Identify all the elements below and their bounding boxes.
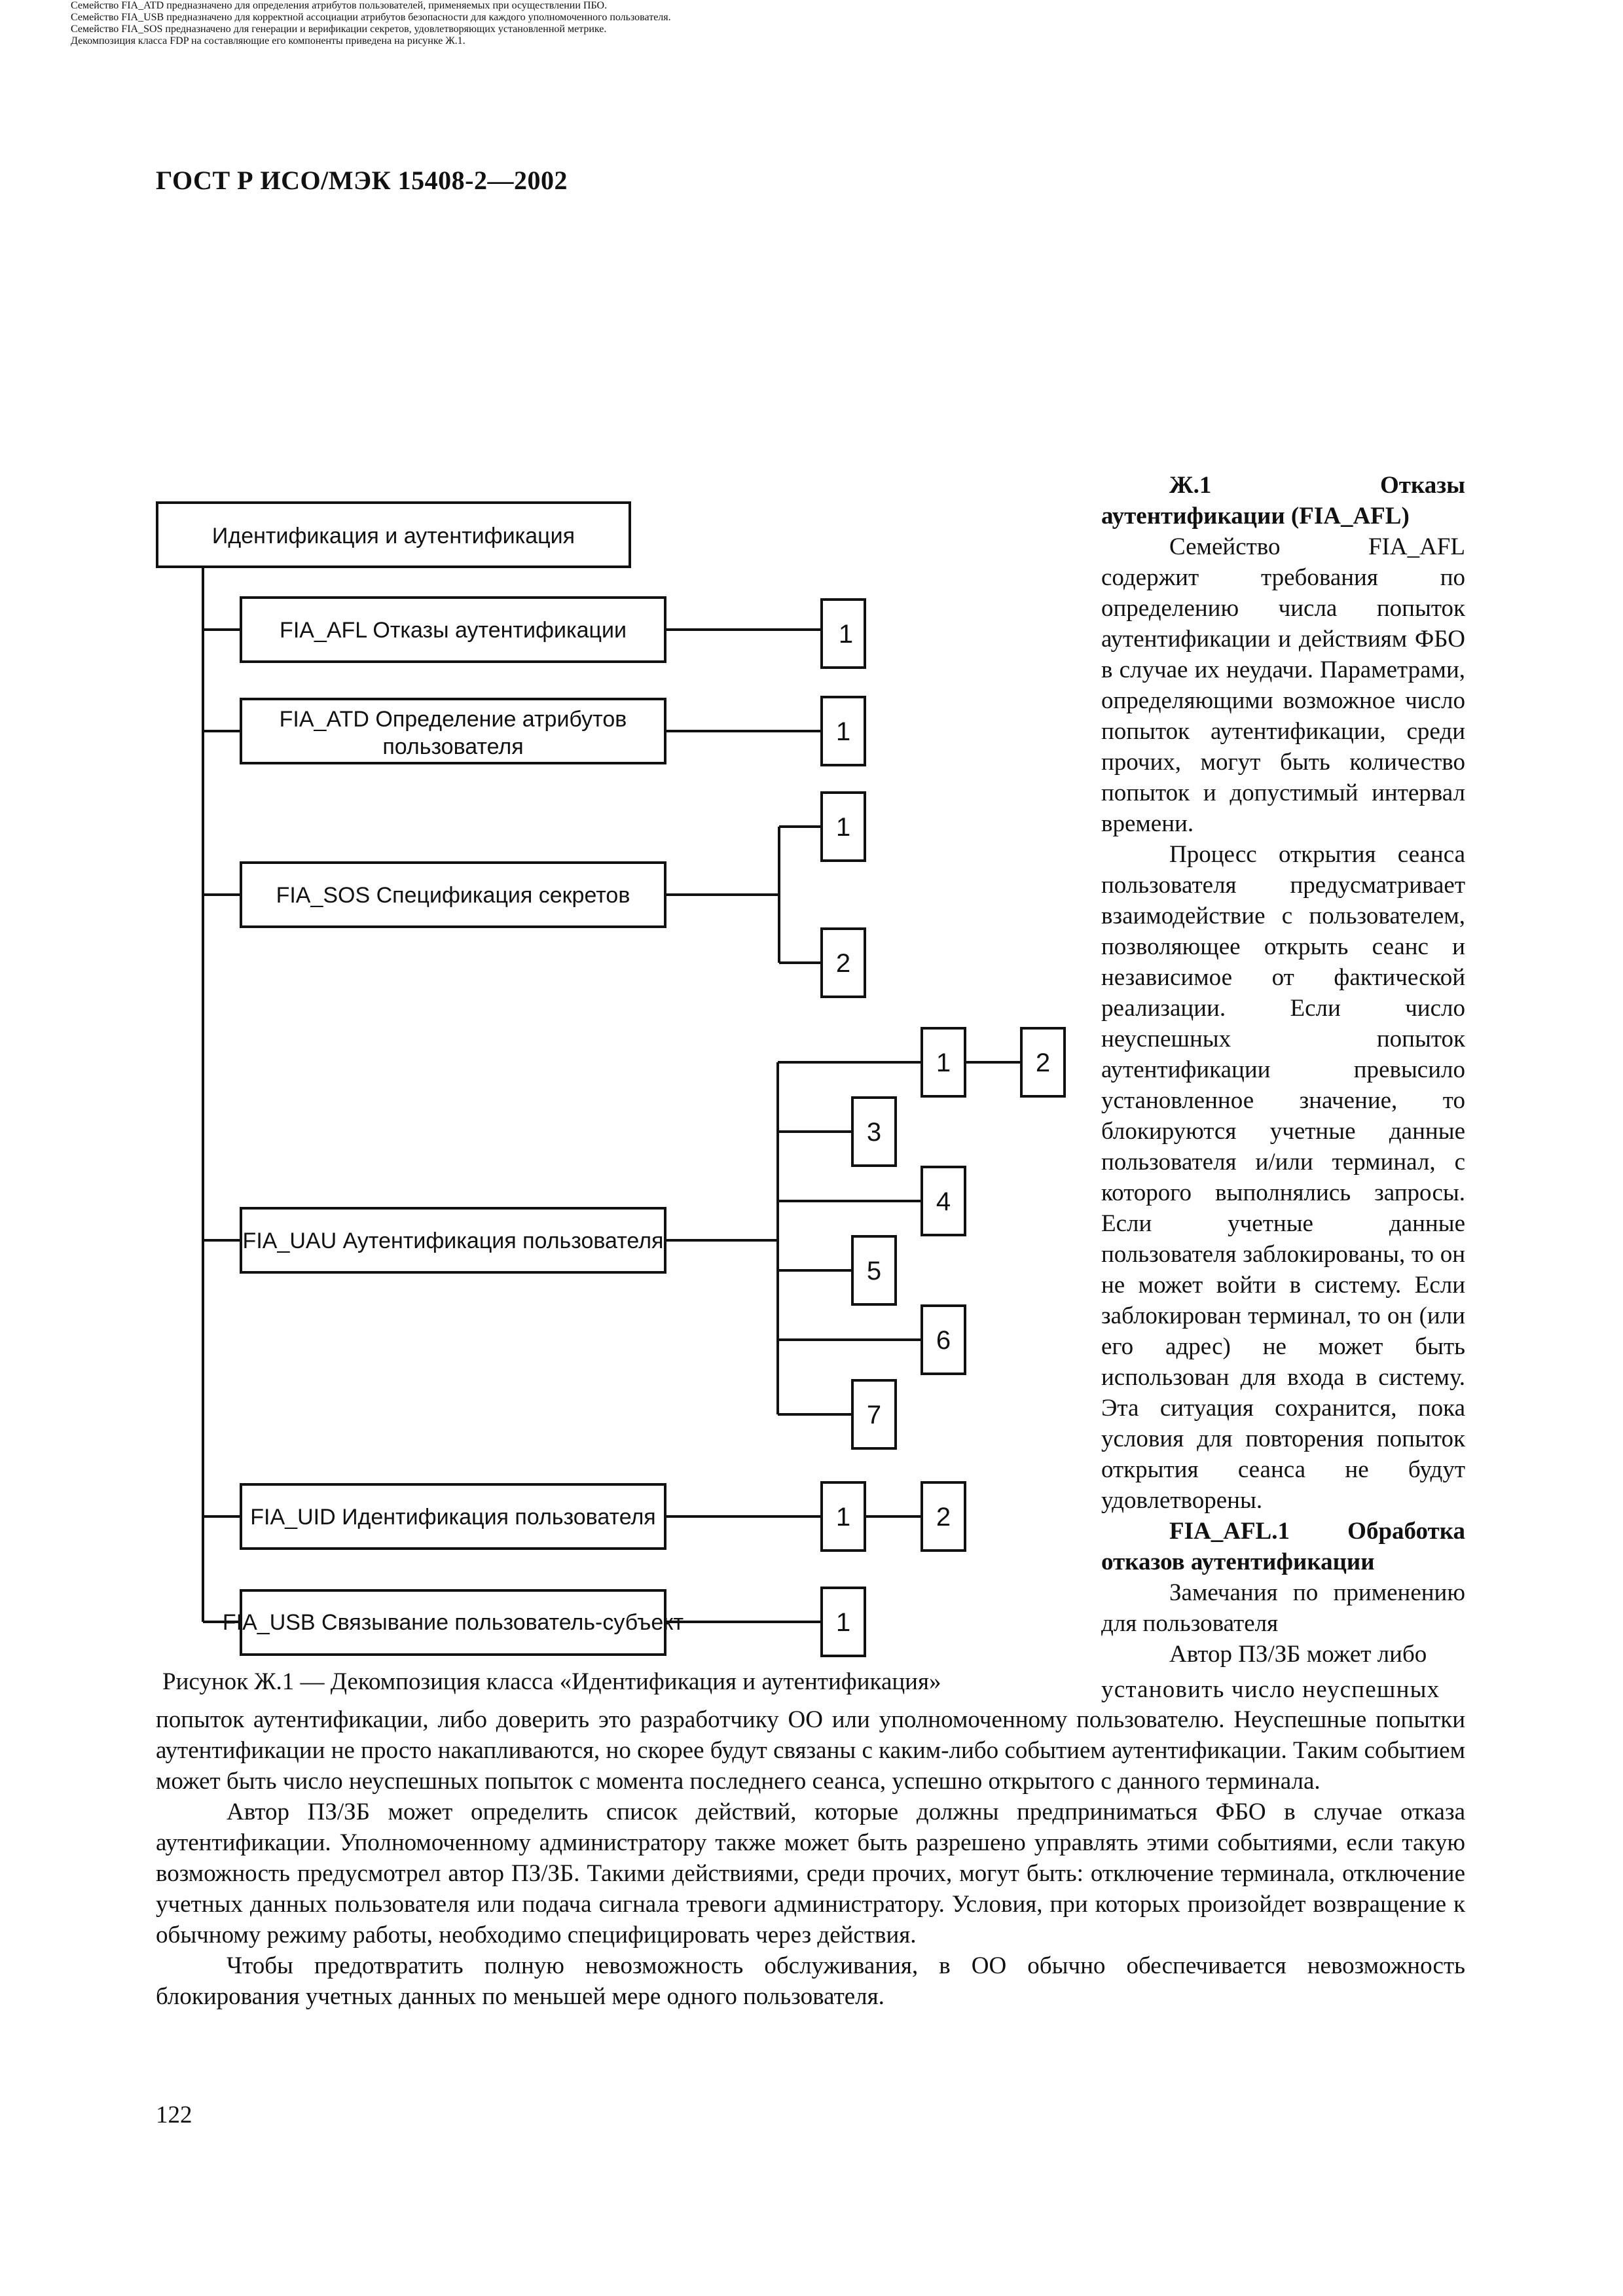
intro-paragraph-sos: Семейство FIA_SOS предназначено для генерации и верификации секретов, удовлетворяющих установленной метрике. <box>71 24 607 35</box>
component-number-uau-5: 5 <box>866 1257 882 1285</box>
section-heading-fia-afl: Ж.1 Отказы аутентификации (FIA_AFL) <box>1101 472 1465 529</box>
component-number-uau-3: 3 <box>866 1118 882 1147</box>
component-number-afl-1: 1 <box>838 620 854 649</box>
component-number-usb-1: 1 <box>835 1608 851 1637</box>
side-paragraph-session: Процесс открытия сеанса пользователя предусматривает взаимодействие с пользователем, позволяющее открыть сеанс и независимое от фактической реализации. Если число неуспешных попыток аутентификации превысило установленное значение, то блокируются учетные данные пользователя и/или терминал, с которого выполнялись запросы. Если учетные данные пользователя заблокированы, то он не может войти в систему. Если заблокирован терминал, то он (или его адрес) не может быть использован для входа в систему. Эта ситуация сохранится, пока условия для повторения попыток открытия сеанса не будут удовлетворены. <box>1101 841 1465 1514</box>
component-number-uid-2: 2 <box>936 1503 951 1532</box>
component-number-uau-6: 6 <box>936 1326 951 1355</box>
family-label-atd-line2: пользователя <box>382 734 524 759</box>
family-label-uau: FIA_UAU Аутентификация пользователя <box>242 1229 664 1253</box>
family-label-usb: FIA_USB Связывание пользователь-субъект <box>222 1610 684 1635</box>
body-paragraph-actions: Автор ПЗ/ЗБ может определить список действий, которые должны предприниматься ФБО в случае отказа аутентификации. Уполномоченному администратору также может быть разрешено управлять этими событиями, если такую возможность предусмотрел автор ПЗ/ЗБ. Такими действиями, среди прочих, могут быть: отключение терминала, отключение учетных данных пользователя или подача сигнала тревоги администратору. Условия, при которых произойдет возвращение к обычному режиму работы, необходимо специфицировать через действия. <box>156 1799 1465 1948</box>
side-column <box>1101 470 1465 1670</box>
side-paragraph-continuation: установить число неуспешных <box>1101 1676 1440 1703</box>
side-paragraph-author: Автор ПЗ/ЗБ может либо <box>1169 1641 1427 1668</box>
body-paragraph-attempts: попыток аутентификации, либо доверить это разработчику ОО или уполномоченному пользователю. Неуспешные попытки аутентификации не просто накапливаются, но скорее будут связаны с каким-либо событием аутентификации. Таким событием может быть число неуспешных попыток с момента последнего сеанса, успешно открытого с данного терминала. <box>156 1706 1465 1795</box>
component-number-uau-4: 4 <box>936 1187 951 1216</box>
figure-caption: Рисунок Ж.1 — Декомпозиция класса «Идентификация и аутентификация» <box>162 1668 941 1695</box>
component-number-uau-2: 2 <box>1035 1049 1051 1077</box>
component-number-uau-1: 1 <box>936 1049 951 1077</box>
component-number-atd-1: 1 <box>835 717 851 746</box>
component-heading-afl1: FIA_AFL.1 Обработка отказов аутентификации <box>1101 1518 1465 1575</box>
intro-paragraph-usb: Семейство FIA_USB предназначено для корректной ассоциации атрибутов безопасности для каждого уполномоченного пользователя. <box>71 12 671 23</box>
intro-section <box>0 0 1309 47</box>
component-number-uid-1: 1 <box>835 1503 851 1532</box>
component-number-sos-2: 2 <box>835 949 851 978</box>
root-label: Идентификация и аутентификация <box>211 524 575 548</box>
family-label-atd-line1: FIA_ATD Определение атрибутов <box>279 707 627 732</box>
intro-paragraph-decomposition: Декомпозиция класса FDP на составляющие его компоненты приведена на рисунке Ж.1. <box>71 35 465 46</box>
body-paragraph-denial: Чтобы предотвратить полную невозможность обслуживания, в ОО обычно обеспечивается невозможность блокирования учетных данных по меньшей мере одного пользователя. <box>156 1952 1465 2010</box>
body-section <box>156 1704 1465 2012</box>
side-paragraph-family: Семейство FIA_AFL содержит требования по определению числа попыток аутентификации и действиям ФБО в случае их неудачи. Параметрами, определяющими возможное число попыток аутентификации, среди прочих, могут быть количество попыток и допустимый интервал времени. <box>1101 533 1465 837</box>
intro-paragraph-atd: Семейство FIA_ATD предназначено для определения атрибутов пользователей, применяемых при осуществлении ПБО. <box>71 0 608 11</box>
family-label-afl: FIA_AFL Отказы аутентификации <box>280 618 627 643</box>
application-notes-title: Замечания по применению для пользователя <box>1101 1579 1465 1637</box>
page-number: 122 <box>156 2102 192 2128</box>
component-number-sos-1: 1 <box>835 813 851 842</box>
decomposition-diagram <box>151 483 1080 1661</box>
family-label-uid: FIA_UID Идентификация пользователя <box>250 1505 656 1530</box>
component-number-uau-7: 7 <box>866 1401 882 1429</box>
document-header: ГОСТ Р ИСО/МЭК 15408-2—2002 <box>156 166 568 195</box>
family-label-sos: FIA_SOS Спецификация секретов <box>276 883 630 908</box>
